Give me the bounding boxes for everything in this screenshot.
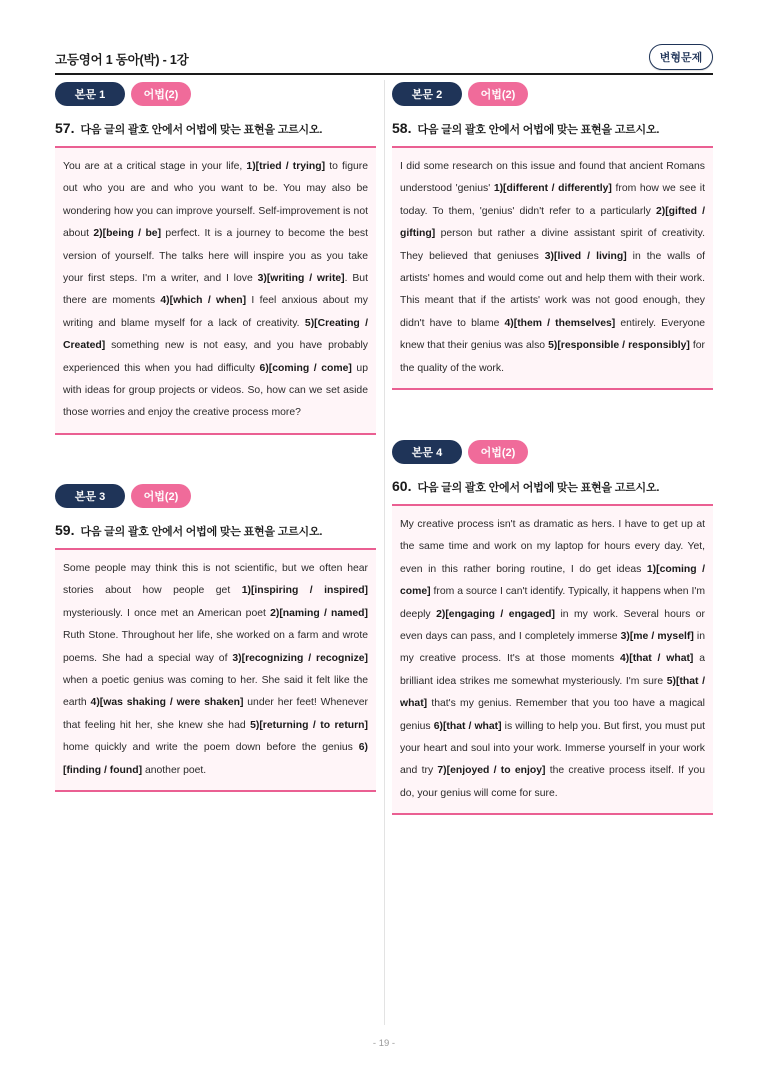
section-tags xyxy=(55,484,376,508)
section-57 xyxy=(55,82,376,435)
grammar-choice: 1)[inspiring / inspired] xyxy=(241,585,369,597)
section-tags xyxy=(55,82,376,106)
passage-tag: 본문 1 xyxy=(55,82,125,106)
grammar-choice: 2)[being / be] xyxy=(93,228,162,240)
passage-rule xyxy=(392,813,713,815)
question-header xyxy=(392,120,713,137)
passage-tag: 본문 4 xyxy=(392,440,462,464)
grammar-choice: 3)[writing / write] xyxy=(257,273,345,285)
grammar-choice: 5)[Creating / Created] xyxy=(63,317,368,352)
passage-text: You are at a critical stage in your life, 1)[tried / trying] to figure out who you are and who you want to be. You may also be wondering how you can improve yourself. Self-improvement is not about 2)[being / be] perfect. It is a journey to become the best version of yourself. The talks here will inspire you as you take your first steps. I'm a writer, and I love 3)[writing / write]. But there are moments 4)[which / when] I feel anxious about my writing and blame myself for a lack of creativity. 5)[Creating / Created] something new is not easy, and you have probably experienced this when you had difficulty 6)[coming / come] up with ideas for group projects or videos. So, how can we set aside those worries and enjoy the creative process more? xyxy=(55,148,376,433)
grammar-choice: 2)[engaging / engaged] xyxy=(436,608,555,620)
passage-rule xyxy=(55,433,376,435)
section-60 xyxy=(392,440,713,815)
question-number: 58. xyxy=(392,120,412,136)
grammar-tag: 어법(2) xyxy=(131,82,191,106)
grammar-choice: 1)[different / differently] xyxy=(493,183,612,195)
question-header xyxy=(392,478,713,495)
grammar-choice: 6)[coming / come] xyxy=(259,362,352,374)
grammar-choice: 6)[that / what] xyxy=(433,720,502,732)
grammar-choice: 1)[coming / come] xyxy=(400,563,705,598)
variant-problem-badge: 변형문제 xyxy=(649,44,713,70)
grammar-choice: 5)[that / what] xyxy=(400,675,705,710)
section-tags xyxy=(392,440,713,464)
grammar-choice: 3)[lived / living] xyxy=(544,250,627,262)
question-instruction: 다음 글의 괄호 안에서 어법에 맞는 표현을 고르시오. xyxy=(80,124,323,136)
grammar-tag: 어법(2) xyxy=(468,82,528,106)
grammar-tag: 어법(2) xyxy=(468,440,528,464)
passage-tag: 본문 3 xyxy=(55,484,125,508)
question-instruction: 다음 글의 괄호 안에서 어법에 맞는 표현을 고르시오. xyxy=(417,124,660,136)
grammar-choice: 5)[responsible / responsibly] xyxy=(548,340,690,352)
passage-text: I did some research on this issue and found that ancient Romans understood 'genius' 1)[different / differently] from how we see it today. To them, 'genius' didn't refer to a particularly 2)[gifted / gifting] person but rather a divine assistant spirit of creativity. They believed that geniuses 3)[lived / living] in the walls of artists' homes and would come out and help them with their work. This meant that if the artists' work was not good enough, they didn't have to blame 4)[them / themselves] entirely. Everyone knew that their genius was also 5)[responsible / responsibly] for the quality of the work. xyxy=(392,148,713,388)
grammar-choice: 1)[tried / trying] xyxy=(246,161,326,172)
page-header xyxy=(55,42,713,74)
section-59 xyxy=(55,484,376,792)
section-58 xyxy=(392,82,713,390)
question-instruction: 다음 글의 괄호 안에서 어법에 맞는 표현을 고르시오. xyxy=(417,482,660,494)
passage-tag: 본문 2 xyxy=(392,82,462,106)
section-tags xyxy=(392,82,713,106)
grammar-choice: 7)[enjoyed / to enjoy] xyxy=(437,765,546,777)
grammar-choice: 2)[gifted / gifting] xyxy=(400,205,706,240)
question-number: 59. xyxy=(55,522,75,538)
page-number: - 19 - xyxy=(372,1038,396,1049)
grammar-tag: 어법(2) xyxy=(131,484,191,508)
passage-text: My creative process isn't as dramatic as hers. I have to get up at the same time and work on my laptop for hours every day. Yet, even in this rather boring routine, I do get ideas 1)[coming / come] from a source I can't identify. Typically, it happens when I'm deeply 2)[engaging / engaged] in my work. Several hours or even days can pass, and I completely immerse 3)[me / myself] in my creative process. It's at those moments 4)[that / what] a brilliant idea strikes me somewhat mysteriously. I'm sure 5)[that / what] that's my genius. Remember that you too have a magical genius 6)[that / what] is willing to help you. But first, you must put your heart and soul into your work. Immerse yourself in your work and try 7)[enjoyed / to enjoy] the creative process itself. If you do, your genius will come for sure. xyxy=(392,506,713,813)
header-divider xyxy=(55,73,713,75)
grammar-choice: 3)[me / myself] xyxy=(620,631,694,643)
column-divider xyxy=(384,80,385,1025)
grammar-choice: 5)[returning / to return] xyxy=(250,719,368,731)
passage-rule xyxy=(55,790,376,792)
passage-text: Some people may think this is not scientific, but we often hear stories about how people get 1)[inspiring / inspired] mysteriously. I once met an American poet 2)[naming / named] Ruth Stone. Throughout her life, she worked on a farm and wrote poems. She had a special way of 3)[recognizing / recognize] when a poetic genius was coming to her. She said it felt like the earth 4)[was shaking / were shaken] under her feet! Whenever that feeling hit her, she knew she had 5)[returning / to return] home quickly and write the poem down before the genius 6)[finding / found] another poet. xyxy=(55,550,376,790)
grammar-choice: 2)[naming / named] xyxy=(270,607,368,619)
grammar-choice: 6)[finding / found] xyxy=(63,742,368,776)
question-number: 60. xyxy=(392,478,412,494)
document-title: 고등영어 1 동아(박) - 1강 xyxy=(55,53,189,67)
passage-rule xyxy=(392,388,713,390)
grammar-choice: 4)[that / what] xyxy=(620,653,694,665)
grammar-choice: 3)[recognizing / recognize] xyxy=(232,652,368,664)
question-header xyxy=(55,522,376,539)
question-header xyxy=(55,120,376,137)
question-number: 57. xyxy=(55,120,75,136)
grammar-choice: 4)[them / themselves] xyxy=(504,317,616,329)
grammar-choice: 4)[which / when] xyxy=(160,295,247,307)
question-instruction: 다음 글의 괄호 안에서 어법에 맞는 표현을 고르시오. xyxy=(80,526,323,538)
grammar-choice: 4)[was shaking / were shaken] xyxy=(90,697,244,709)
